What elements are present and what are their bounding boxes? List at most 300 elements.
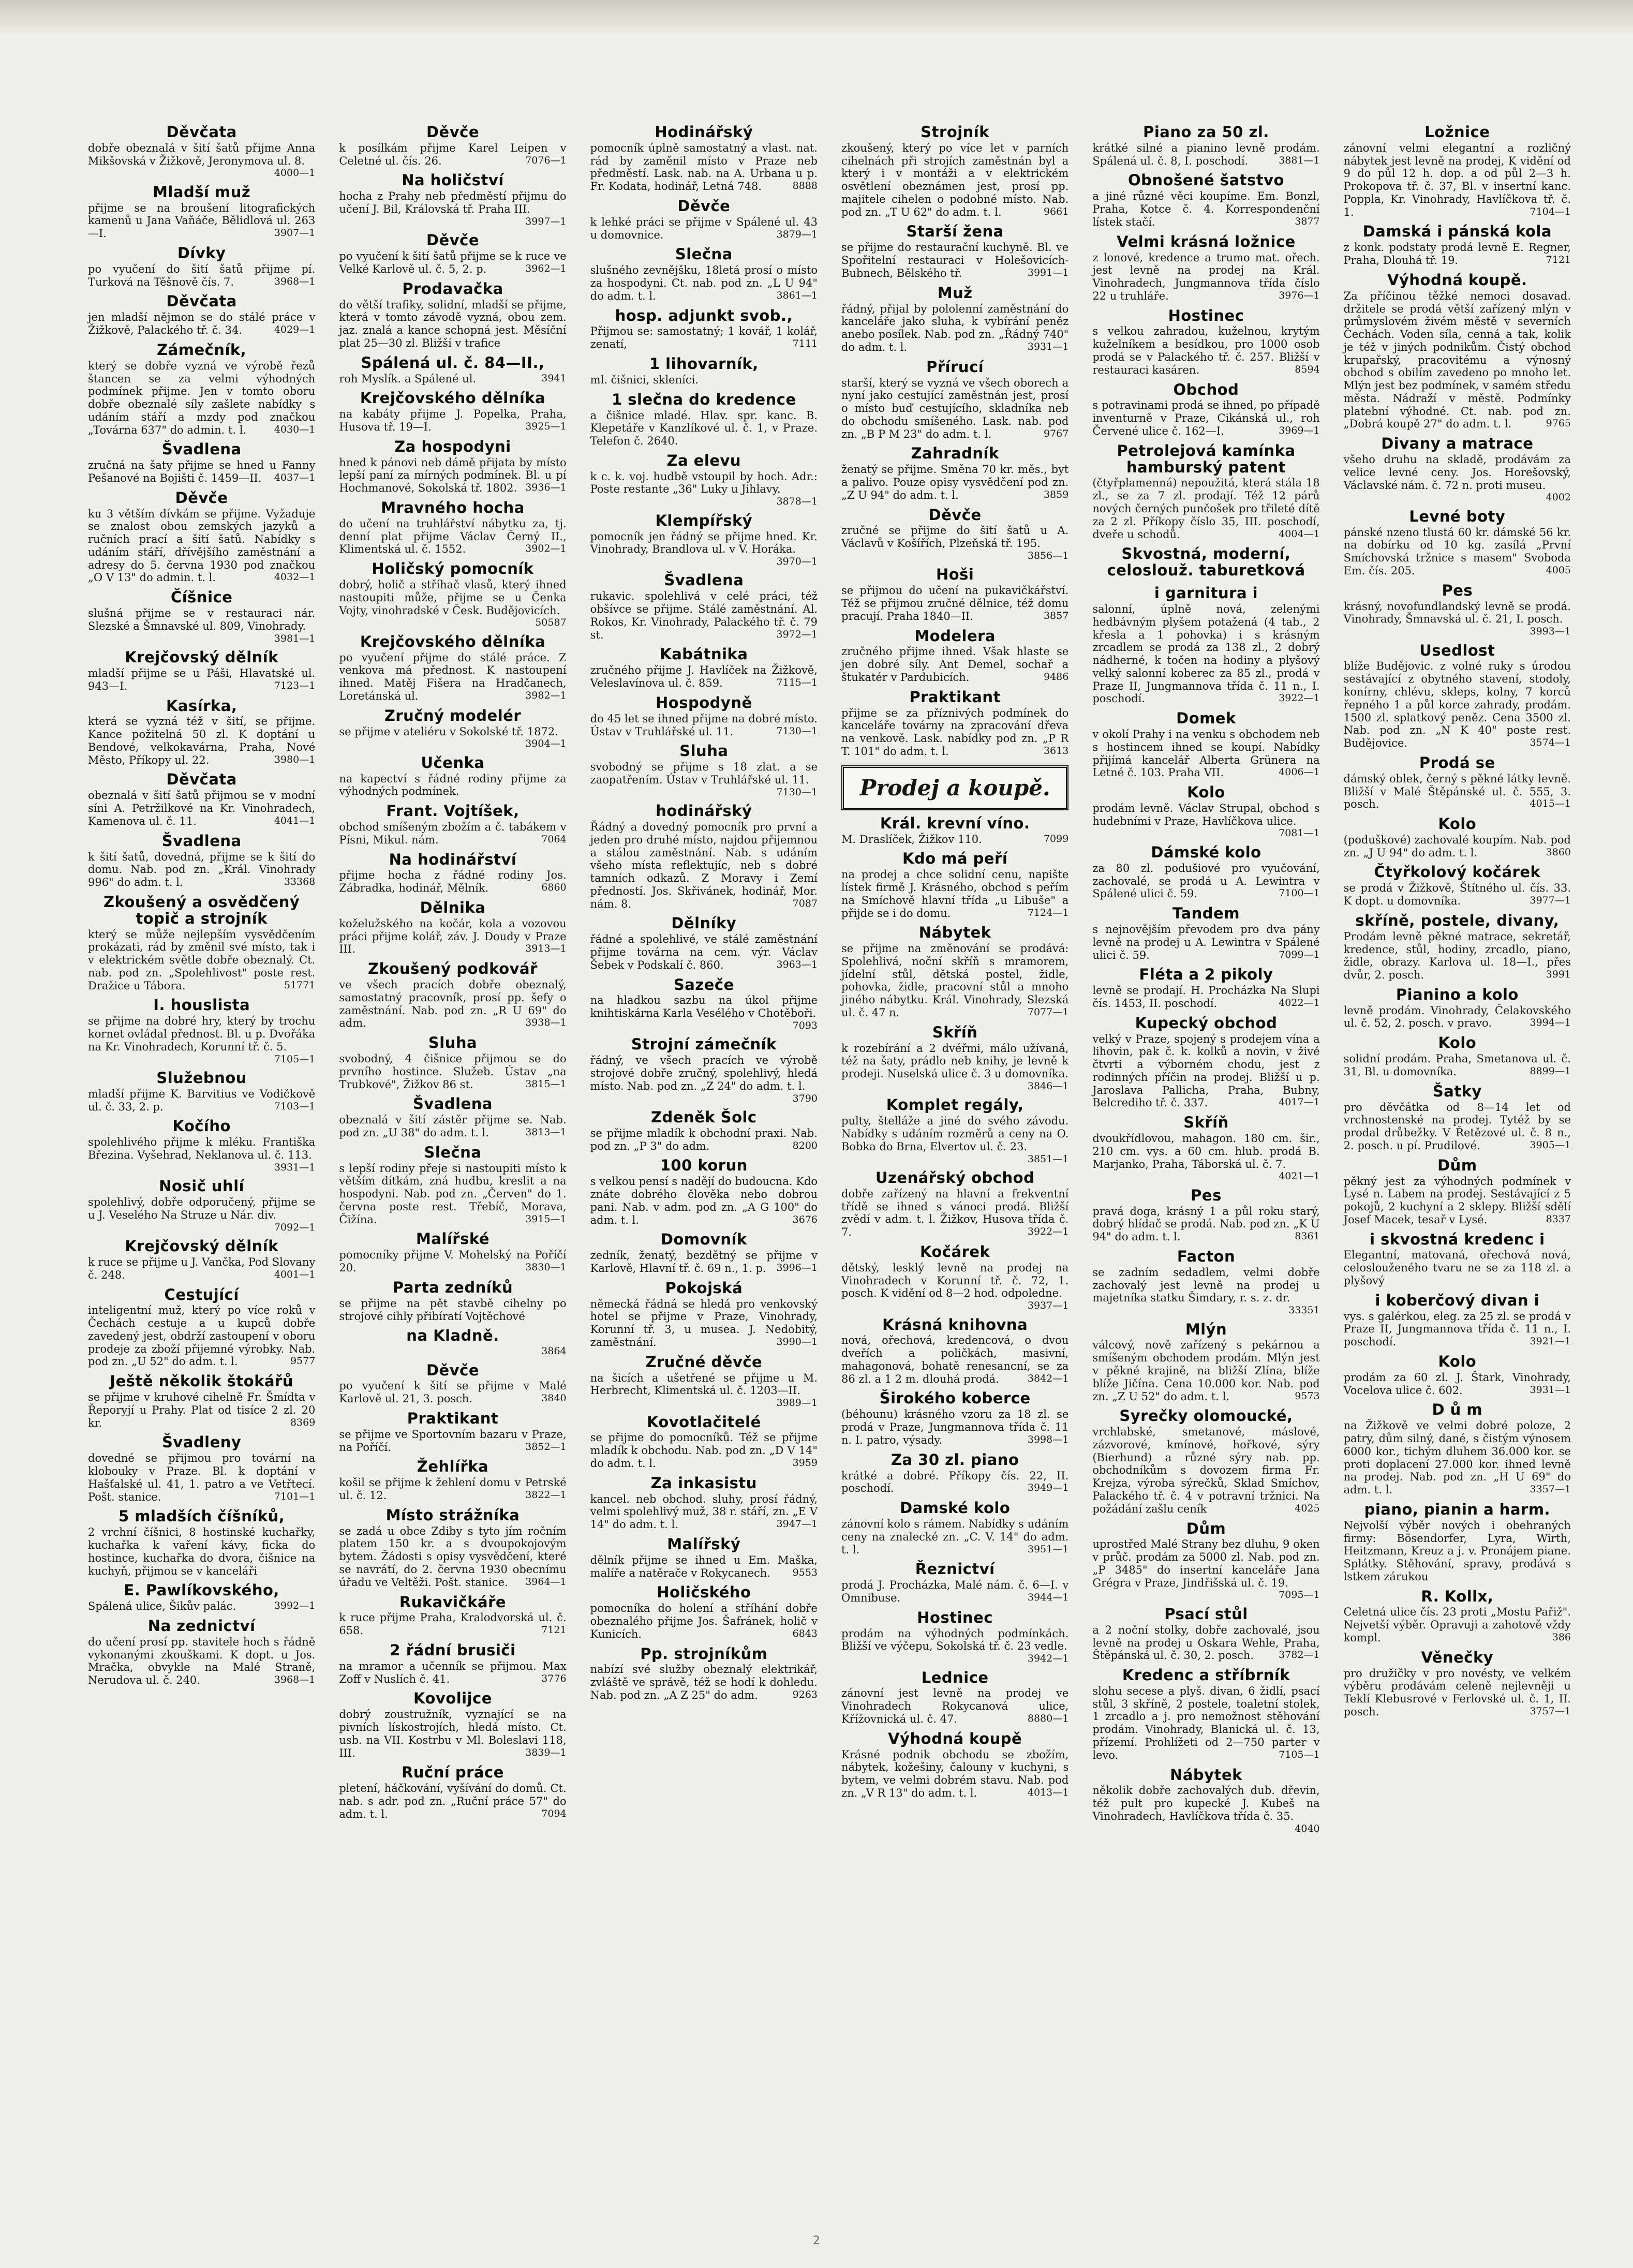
ad-number: 3877 xyxy=(1295,215,1320,227)
ad-number: 3976—1 xyxy=(1279,289,1320,301)
classified-ad xyxy=(590,1354,818,1409)
ad-number: 7111 xyxy=(792,338,818,350)
ad-title: I. houslista xyxy=(153,996,250,1014)
ad-number: 7064 xyxy=(541,833,567,845)
ad-body xyxy=(339,1162,566,1226)
ad-number: 3815—1 xyxy=(525,1078,567,1090)
ad-text: se přijme v ateliéru v Sokolské tř. 1872. xyxy=(339,725,558,738)
ad-body xyxy=(339,1114,566,1139)
ad-text: rukavic. spolehlivá v celé práci, též obšívce se přijme. Stálé zaměstnání. Al. Rokos, Kr. Vinohrady, Palackého tř. č. 79 st. xyxy=(590,590,818,641)
ad-number: 51771 xyxy=(284,979,316,991)
ad-text: mladší přijme se u Páši, Hlavatské ul. 943—I. xyxy=(88,666,316,692)
ad-text: Přijmou se: samostatný; 1 kovář, 1 kolář, zenatí, xyxy=(590,325,818,351)
ad-number: 50587 xyxy=(535,617,567,629)
ad-title: 100 korun xyxy=(660,1157,748,1175)
ad-body xyxy=(841,1518,1068,1556)
ad-title: Hoši xyxy=(936,566,974,584)
classified-ad xyxy=(339,232,566,275)
ad-title: Ještě několik štokářů xyxy=(110,1372,294,1390)
ad-text: prodám za 60 zl. J. Štark, Vinohrady, Vocelova ulice č. 602. xyxy=(1343,1371,1571,1397)
ad-text: zručného přijme J. Havlíček na Žižkově, Veleslavínova ul. č. 859. xyxy=(590,664,818,690)
ad-title: Levné boty xyxy=(1409,507,1506,525)
ad-text: na Žižkově ve velmi dobré poloze, 2 patry, dům silný, dané, s čistým výnosem 6000 kor., tichým dluhem 36.000 kor. se proti doplacení 27.000 kor. ihned levně na prodej. Nab. pod zn. „H U 69" do adm. t. l. xyxy=(1343,1419,1571,1496)
classified-ad xyxy=(1344,124,1571,218)
ad-body xyxy=(590,1663,818,1701)
classified-ad xyxy=(339,561,566,629)
ad-body xyxy=(590,325,818,351)
ad-number: 4022—1 xyxy=(1279,997,1320,1009)
ad-text: pravá doga, krásný 1 a půl roku starý, dobrý hlídač se prodá. Nab. pod zn. „K U 94" do adm. t. l. xyxy=(1092,1205,1320,1243)
classified-ad xyxy=(841,507,1068,562)
classified-ad xyxy=(841,567,1068,622)
ad-text: k ruce přijme Praha, Kralodvorská ul. č. 658. xyxy=(339,1611,567,1637)
ad-title: Děvče xyxy=(426,231,479,249)
ad-title: Švadlena xyxy=(161,832,242,850)
ad-text: spolehlivý, dobře odporučený, přijme se u J. Veselého Na Struze u Nár. div. xyxy=(88,1196,316,1221)
classified-ad xyxy=(1092,1322,1319,1403)
ad-number: 3574—1 xyxy=(1530,737,1571,749)
ad-text: se prodá v Žižkově, Štítného ul. čís. 33. K dopt. u domovníka. xyxy=(1343,882,1571,908)
classified-ad xyxy=(339,852,566,895)
ad-number: 3992—1 xyxy=(274,1600,316,1612)
ad-number: 9263 xyxy=(792,1688,818,1700)
ad-body xyxy=(841,303,1068,354)
ad-body xyxy=(88,1391,315,1429)
ad-title: Švadlena xyxy=(161,440,242,458)
classified-ad xyxy=(590,803,818,910)
classified-ad xyxy=(841,1390,1068,1446)
ad-body xyxy=(1344,882,1571,908)
classified-ad xyxy=(1092,967,1319,1010)
classified-ad xyxy=(1092,585,1319,705)
ad-number: 3676 xyxy=(792,1213,818,1225)
ad-number: 3864 xyxy=(541,1345,567,1357)
ad-body xyxy=(88,667,315,693)
ad-text: velký v Praze, spojený s prodejem vína a lihovin, pak č. k. kolků a novin, v živé čtvrti a výborném chodu, jest z rodinných příčin na prodej. Bližší u p. Jaroslava Pallicha, Praha, Bubny, Belcrediho tř. č. 337. xyxy=(1092,1032,1320,1109)
ad-number: 33368 xyxy=(284,876,316,888)
ad-title: Přírucí xyxy=(926,358,984,376)
classified-ad xyxy=(841,689,1068,758)
ad-number: 3968—1 xyxy=(274,275,316,287)
ad-number: 3879—1 xyxy=(776,228,818,240)
ad-body xyxy=(1092,862,1319,900)
ad-text: dobře zařízený na hlavní a frekventní třídě se ihned s vánoci prodá. Bližší zvědí v adm. t. l. Žižkov, Husova třída č. 7. xyxy=(841,1187,1069,1239)
ad-title: Lednice xyxy=(921,1668,989,1686)
classified-ad xyxy=(339,124,566,167)
ad-title: Damská i pánská kola xyxy=(1362,223,1552,241)
classified-ad xyxy=(841,1500,1068,1556)
ad-text: do 45 let se ihned přijme na dobré místo. Ústav v Truhlářské ul. 11. xyxy=(590,712,818,738)
classified-ad xyxy=(1344,643,1571,750)
classified-ad xyxy=(1344,1232,1571,1287)
ad-text: po vyučení do šití šatů přijme pí. Turková na Těšnově čís. 7. xyxy=(88,262,316,288)
ad-title: i koberčový divan i xyxy=(1375,1291,1540,1309)
ad-title: piano, pianin a harm. xyxy=(1364,1500,1551,1518)
ad-text: pro děvčátka od 8—14 let od vrchnostenské na prodej. Tytéž by se prodal drůbežky. V Řetězové ul. č. 8 n., 2. posch. u pí. Prudilové. xyxy=(1343,1101,1571,1152)
ad-number: 3840 xyxy=(541,1392,567,1404)
ad-number: 4013—1 xyxy=(1027,1786,1069,1798)
ad-body xyxy=(1092,325,1319,376)
classified-ad xyxy=(1092,172,1319,228)
ad-body xyxy=(88,789,315,827)
ad-title: Kolo xyxy=(1187,783,1225,802)
classified-ad xyxy=(339,1280,566,1323)
ad-title: Věnečky xyxy=(1421,1648,1494,1666)
classified-ad xyxy=(339,755,566,798)
ad-text: levně prodám. Vinohrady, Čelakovského ul. č. 52, 2. posch. v pravo. xyxy=(1343,1004,1571,1030)
ad-text: na kapectví s řádné rodiny přijme za výhodných podmínek. xyxy=(339,772,567,798)
ad-number: 3856—1 xyxy=(1027,550,1069,561)
ad-title: Děvče xyxy=(426,1361,479,1379)
ad-text: košil se přijme k žehlení domu v Petrské ul. č. 12. xyxy=(339,1476,567,1502)
ad-number: 3922—1 xyxy=(1279,692,1320,704)
ad-text: na mramor a učenník se přijmou. Max Zoff v Nuslích č. 41. xyxy=(339,1659,567,1685)
ad-number: 7124—1 xyxy=(1027,907,1069,918)
ad-title: Petrolejová kamínka hamburský patent xyxy=(1117,441,1296,476)
ad-body xyxy=(1092,399,1319,437)
classified-ad xyxy=(1092,1767,1319,1835)
classified-ad xyxy=(1092,1015,1319,1109)
ad-body xyxy=(88,1196,316,1233)
ad-title: Kolo xyxy=(1438,1352,1477,1370)
ad-title: Krejčovský dělník xyxy=(125,648,278,666)
ad-body xyxy=(1344,290,1571,431)
classified-ad xyxy=(1092,546,1319,580)
ad-number: 3905—1 xyxy=(1530,1139,1571,1151)
classified-ad xyxy=(339,500,566,556)
ad-number: 3938—1 xyxy=(525,1017,567,1029)
ad-title: Nábytek xyxy=(918,924,991,942)
ad-title: R. Kollx, xyxy=(1421,1587,1494,1605)
ad-number: 3822—1 xyxy=(525,1489,567,1501)
ad-text: ku 3 větším dívkám se přijme. Vyžaduje se znalost obou zemských jazyků a ručních prací a šití šatů. Nabídky s udáním stáří, dřívějšího zaměstnání a adresy do 5. června 1930 pod značkou „O V 13" do admin. t. l. xyxy=(88,507,316,584)
ad-number: 3931—1 xyxy=(1530,1384,1571,1396)
ad-number: 3907—1 xyxy=(274,227,316,239)
classified-ad xyxy=(88,490,315,584)
ad-body xyxy=(841,584,1068,622)
ad-text: roh Myslík. a Spálené ul. xyxy=(339,372,477,385)
ad-title: Komplet regály, xyxy=(886,1096,1024,1114)
classified-ad xyxy=(1344,272,1571,431)
ad-body xyxy=(1092,603,1319,705)
classified-ad xyxy=(339,708,566,750)
ad-text: Řádný a dovedný pomocník pro první a jeden pro druhé místo, najdou přijemnou a stálou zaměstnání. Nab. s udáním všeho místa reflektujíc, neb s dobré tamních odkazů. Z Moravy i Zemí předností. Jos. Skřivánek, hodinář, Mor. nám. 8. xyxy=(590,821,818,910)
ad-body xyxy=(88,1015,316,1065)
ad-number: 3944—1 xyxy=(1027,1591,1069,1603)
classified-ad xyxy=(590,1646,818,1702)
ad-title: Švadlena xyxy=(664,571,744,589)
ad-number: 7103—1 xyxy=(274,1100,316,1112)
ad-body xyxy=(1344,1004,1571,1030)
classified-ad xyxy=(590,1158,818,1226)
classified-ad xyxy=(1344,864,1571,907)
ad-body xyxy=(1092,477,1319,541)
ad-title: Kolo xyxy=(1438,1034,1477,1052)
classified-ad xyxy=(1092,308,1319,377)
ad-body xyxy=(88,1452,315,1503)
ad-body xyxy=(1344,1101,1571,1152)
ad-body xyxy=(841,1748,1068,1800)
ad-body xyxy=(88,360,315,437)
ad-title: Služebnou xyxy=(156,1069,247,1087)
classified-ad xyxy=(88,1508,315,1577)
ad-number: 3962—1 xyxy=(525,262,567,274)
column-2 xyxy=(334,124,571,2189)
classified-ad xyxy=(88,1434,315,1503)
ad-body xyxy=(1092,1426,1319,1515)
classified-ad xyxy=(1092,844,1319,900)
classified-ad xyxy=(1344,1158,1571,1226)
ad-text: ženatý se přijme. Směna 70 kr. měs., byt a palivo. Pouze opisy vysvědčení pod zn. „Z U 94" do adm. t. l. xyxy=(841,463,1069,501)
classified-ad xyxy=(88,894,315,992)
ad-number: 7130—1 xyxy=(776,786,818,798)
ad-title: Psací stůl xyxy=(1164,1605,1248,1623)
ad-title: Uzenářský obchod xyxy=(875,1168,1035,1187)
ad-text: starší, který se vyzná ve všech oborech a nyní jako cestující zaměstnán jest, prosí o místo buď cestujícího, skladníka neb do obchodu smíšeného. Lask. nab. pod zn. „B P M 23" do adm. t. l. xyxy=(841,376,1069,440)
ad-title: Nosič uhlí xyxy=(159,1177,245,1195)
ad-body xyxy=(88,459,315,485)
ad-number: 6843 xyxy=(792,1627,818,1639)
ad-body xyxy=(339,773,566,798)
ad-number: 9765 xyxy=(1546,418,1571,429)
classified-ad xyxy=(841,1561,1068,1604)
ad-text: hned k pánovi neb dámě přijata by místo lepší paní za mírných podmínek. Bl. u pí Hochmanové, Sokolská tř. 1802. xyxy=(339,456,567,495)
ad-text: M. Draslíček, Žižkov 110. xyxy=(841,833,982,846)
classified-ad xyxy=(1344,224,1571,266)
ad-text: dobrý, holič a stříhač vlasů, který ihned nastoupiti může, přijme se u Čenka Vojty, vinohradské v Česk. Budějovicích. xyxy=(339,578,567,617)
ad-body xyxy=(1092,923,1319,961)
classified-ad xyxy=(841,1097,1068,1165)
classified-ad xyxy=(590,246,818,302)
ad-title: Slečna xyxy=(675,245,733,263)
ad-title: Divany a matrace xyxy=(1381,435,1534,453)
ad-number: 33351 xyxy=(1288,1305,1320,1316)
classified-ad xyxy=(339,634,566,703)
classified-ad xyxy=(339,1594,566,1637)
column-6 xyxy=(1339,124,1576,2189)
ad-title: D ů m xyxy=(1432,1401,1483,1419)
ad-text: v okolí Prahy i na venku s obchodem neb s hostincem ihned se koupí. Nabídky přijímá kancelář Alberta Grünera na Letné č. 103. Praha VII. xyxy=(1092,728,1320,779)
classified-ad xyxy=(841,1670,1068,1726)
ad-title: Děvče xyxy=(426,124,479,141)
ad-number: 3937—1 xyxy=(1027,1300,1069,1312)
ad-body xyxy=(1092,1784,1320,1834)
ad-body xyxy=(339,979,566,1030)
ad-body xyxy=(590,1554,818,1580)
ad-text: se přijme na dobré hry, který by trochu kornet ovládal přednost. Bl. u p. Dvořáka na Kr. Vinohradech, Korunní tř. č. 5. xyxy=(88,1015,316,1053)
ad-title: E. Pawlíkovského, xyxy=(124,1581,279,1599)
classified-ad xyxy=(841,1731,1068,1800)
ad-title: Šatky xyxy=(1432,1082,1482,1100)
ad-number: 3931—1 xyxy=(1027,340,1069,352)
ad-title: Dělníky xyxy=(671,914,737,932)
classified-ad xyxy=(1344,509,1571,577)
ad-number: 9573 xyxy=(1295,1390,1320,1402)
ad-number: 7115—1 xyxy=(776,677,818,689)
ad-text: Spálená ulice, Šikův palác. xyxy=(88,1600,236,1613)
ad-text: k ruce se přijme u J. Vančka, Pod Slovany č. 248. xyxy=(88,1256,316,1281)
ad-title: i garnitura i xyxy=(1154,584,1258,602)
ad-number: 7094 xyxy=(541,1807,567,1819)
classified-ad xyxy=(339,439,566,495)
ad-number: 3982—1 xyxy=(525,689,567,701)
ad-number: 7105—1 xyxy=(1279,1748,1320,1760)
classified-ad xyxy=(1092,906,1319,961)
column-5 xyxy=(1087,124,1325,2189)
ad-body xyxy=(590,761,818,798)
classified-ad xyxy=(841,124,1068,218)
ad-number: 3915—1 xyxy=(525,1213,567,1225)
classified-ad xyxy=(590,1475,818,1531)
ad-number: 3902—1 xyxy=(525,543,567,555)
classified-ad xyxy=(590,572,818,641)
ad-text: kancel. neb obchod. sluhy, prosí řádný, velmi spolehlivý muž, 38 r. stáří, zn. „E V 14" do adm. t. l. xyxy=(590,1492,818,1531)
ad-body xyxy=(339,651,566,703)
classified-ad xyxy=(339,172,566,227)
classified-ad xyxy=(841,1170,1068,1239)
ad-text: hocha z Prahy neb předměstí přijmu do učení J. Bil, Královská tř. Praha III. xyxy=(339,190,567,216)
ad-text: po vyučení přijme do stálé práce. Z venkova má přednost. K nastoupení ihned. Matěj Fišera na Hradčanech, Loretánská ul. xyxy=(339,651,567,702)
ad-title: Mlýn xyxy=(1185,1320,1227,1338)
ad-title: Malířský xyxy=(667,1535,741,1553)
ad-body xyxy=(339,821,566,847)
ad-number: 3357—1 xyxy=(1530,1484,1571,1495)
classified-ad xyxy=(88,1070,315,1113)
ad-number: 3936—1 xyxy=(525,482,567,494)
ad-text: a čišnice mladé. Hlav. spr. kanc. B. Klepetáře v Kanzlíkové ul. č. 1, v Praze. Telefon č. 2640. xyxy=(590,409,818,448)
ad-title: Širokého koberce xyxy=(879,1389,1031,1407)
classified-ad xyxy=(1092,1188,1319,1243)
ad-body xyxy=(1343,600,1571,638)
ad-body xyxy=(841,645,1068,684)
ad-text: na kabáty přijme J. Popelka, Praha, Husova tř. 19—I. xyxy=(339,408,567,433)
ad-text: několik dobře zachovalých dub. dřevin, též pult pro kupecké J. Kubeš na Vinohradech, Havlíčkova třída č. 35. xyxy=(1092,1784,1320,1822)
ad-number: 7130—1 xyxy=(776,725,818,737)
ad-body xyxy=(841,241,1068,279)
ad-body xyxy=(1344,773,1571,811)
ad-text: zkoušený, který po více let v parních cihelnách při strojích zaměstnán byl a který i v montáži a v elektrickém osvětlení obeznámen jest, prosí pp. majitele cihelen o podobné místo. Nab. pod zn. „T U 62" do adm. t. l. xyxy=(841,141,1069,218)
ad-title: 5 mladších číšníků, xyxy=(118,1507,285,1525)
ad-text: s potravinami prodá se ihned, po případě inventurně v Praze, Cikánská ul., roh Červené ulice č. 162—I. xyxy=(1092,399,1320,437)
ad-number: 8880—1 xyxy=(1027,1712,1069,1724)
ad-text: se přijme mladík k obchodní praxi. Nab. pod zn. „P 3" do adm. xyxy=(590,1126,818,1152)
ad-body xyxy=(590,1298,818,1349)
ad-text: dovedné se přijmou pro tovární na klobouky v Praze. Bl. k doptání v Hašťalské ul. 41, 1. patro a ve Vetřtecí. Pošt. stanice. xyxy=(88,1452,316,1503)
ad-text: pro družičky v pro novésty, ve velkém výběru prodávám celeně nejlevněji u Teklí Klebusrové v Ferlovské ul. č. 1, II. posch. xyxy=(1343,1667,1571,1718)
ad-number: 386 xyxy=(1552,1632,1571,1643)
classified-ad xyxy=(1344,1354,1571,1397)
classified-ad xyxy=(841,851,1068,920)
ad-text: se zadním sedadlem, velmi dobře zachovalý jest levně na prodej u majetníka statku Šimdary, r. s. z. dr. xyxy=(1092,1266,1320,1305)
classified-ad xyxy=(88,1373,315,1429)
classified-ad xyxy=(841,1244,1068,1312)
ad-title: Tandem xyxy=(1172,905,1240,923)
ad-body xyxy=(590,821,818,910)
classified-ad xyxy=(88,698,315,767)
ad-text: spolehlivého přijme k mléku. Františka Březina. Vyšehrad, Neklanova ul. č. 113. xyxy=(88,1136,316,1162)
ad-number: 8594 xyxy=(1295,363,1320,375)
ad-body xyxy=(1344,241,1571,267)
ad-text: k c. k. voj. hudbě vstoupil by hoch. Adr.: Poste restante „36" Luky u Jihlavy. xyxy=(590,470,818,496)
ad-title: Děvče xyxy=(677,197,731,215)
ad-body xyxy=(88,202,315,240)
ad-title: Usedlost xyxy=(1419,641,1495,659)
ad-text: nová, ořechová, kredencová, o dvou dveřích a poličkách, masivní, mahagonová, bohatě renesancní, se za 86 zl. a 1 2 m. dlouhá prodá. xyxy=(841,1334,1069,1385)
ad-body xyxy=(339,578,567,629)
classified-ad xyxy=(841,1610,1068,1665)
classified-ad xyxy=(339,1507,566,1589)
ad-number: 4001—1 xyxy=(274,1268,316,1280)
ad-number: 9577 xyxy=(290,1355,316,1367)
ad-number: 3951—1 xyxy=(1027,1543,1069,1555)
ad-text: vys. s galérkou, eleg. za 25 zl. se prodá v Praze II, Jungmannova třída č. 11 n., I. poschodí. xyxy=(1343,1310,1571,1348)
ad-number: 3904—1 xyxy=(525,738,567,750)
ad-number: 3991—1 xyxy=(1027,266,1069,278)
ad-number: 3980—1 xyxy=(274,753,316,765)
ad-text: se přijme do pomocníků. Též se přijme mladík k obchodu. Nab. pod zn. „D V 14" do adm. t. l. xyxy=(590,1431,818,1470)
ad-number: 9486 xyxy=(1043,671,1069,683)
ad-text: pomocník jen řádný se přijme hned. Kr. Vinohrady, Brandlova ul. v V. Horáka. xyxy=(590,530,818,556)
classified-ad xyxy=(590,1280,818,1349)
ad-title: Kovotlačitelé xyxy=(646,1413,761,1431)
ad-text: slušná přijme se v restauraci nár. Slezské a Šmnavské ul. 809, Vinohrady. xyxy=(88,607,316,632)
ad-number: 4005 xyxy=(1546,565,1571,576)
ad-text: salonní, úplně nová, zelenými hedbávným plyšem potažená (4 tab., 2 křesla a 1 pohovka) i s krásným zrcadlem se prodá za 138 zl., 2 dobrý nádherné, k točen na hodiny a plyšový velký salonní koberec za 85 zl., prodá v Praze II, Jungmannova třída č. 11 n., I. poschodí. xyxy=(1092,602,1320,705)
ad-text: všeho druhu na skladě, prodávám za velice levné ceny. Jos. Horešovský, Václavské nám. č. 72 n. proti museu. xyxy=(1343,453,1571,492)
ad-body xyxy=(1092,142,1319,168)
ad-body xyxy=(590,216,818,242)
ad-number: 4021—1 xyxy=(1279,1170,1320,1182)
ad-number: 4029—1 xyxy=(274,324,316,336)
ad-title: Výhodná koupě. xyxy=(1387,271,1527,289)
classified-ad xyxy=(339,1231,566,1274)
ad-text: dělník přijme se ihned u Em. Maška, malíře a natěrače v Rokycanech. xyxy=(590,1553,818,1579)
ad-number: 3981—1 xyxy=(274,632,316,644)
classified-ad xyxy=(590,977,818,1032)
ad-title: Skříň xyxy=(1183,1114,1229,1132)
classified-ad xyxy=(590,1584,818,1640)
ad-text: k posílkám přijme Karel Leipen v Celetné ul. čís. 26. xyxy=(339,141,567,167)
classified-ad xyxy=(1092,1667,1319,1761)
classified-ad xyxy=(339,803,566,846)
ad-body xyxy=(841,1261,1069,1312)
ad-title: Mladší muž xyxy=(153,183,251,201)
ad-body xyxy=(590,1431,818,1470)
ad-title: Facton xyxy=(1177,1247,1236,1265)
ad-title: Děvče xyxy=(928,506,982,524)
ad-text: se přijme do restaurační kuchyně. Bl. ve Spořitelní restauraci v Holešovicích-Bubnech, Bělského tř. xyxy=(841,241,1069,279)
ad-body xyxy=(590,1054,818,1104)
ad-title: Kolo xyxy=(1438,815,1477,833)
classified-ad xyxy=(88,293,315,336)
ad-text: pěkný jest za výhodných podmínek v Lysé n. Labem na prodej. Sestávající z 5 pokojů, 2 kuchyní a 2 sklepy. Bližší sdělí Josef Macek, tesař v Lysé. xyxy=(1343,1175,1571,1226)
ad-text: zánovní velmi elegantní a rozličný nábytek jest levně na prodej, K vidění od 9 do půl 12 h. dop. a od půl 2—3 h. Prokopova tř. č. 37, Bl. v insertní kanc. Poppla, Kr. Vinohrady, Havlíčkova tř. č. 1. xyxy=(1343,141,1571,218)
classified-ad xyxy=(1344,1293,1571,1348)
ad-text: zedník, ženatý, bezdětný se přijme v Karlově, Hlavní tř. č. 69 n., 1. p. xyxy=(590,1249,818,1274)
ad-text: válcový, nově zařízený s pekárnou a smíšeným obchodem prodám. Mlýn jest v pěkné krajině, na bližší Zlína, blíže blíže Jičína. Cena 10.000 kor. Nab. pod zn. „Z U 52" do adm. t. l. xyxy=(1092,1339,1320,1403)
ad-number: 8337 xyxy=(1546,1213,1571,1225)
ad-body xyxy=(88,1256,315,1282)
ad-number: 3782—1 xyxy=(1279,1649,1320,1661)
ad-body xyxy=(1344,1606,1571,1644)
ad-number: 3857 xyxy=(1043,610,1069,621)
ad-number: 3959 xyxy=(792,1457,818,1469)
ad-title: Klempířský xyxy=(655,511,753,529)
ad-body xyxy=(1092,728,1319,779)
ad-body xyxy=(590,142,818,193)
ad-body xyxy=(590,470,818,508)
ad-title: Děvčata xyxy=(166,124,237,141)
